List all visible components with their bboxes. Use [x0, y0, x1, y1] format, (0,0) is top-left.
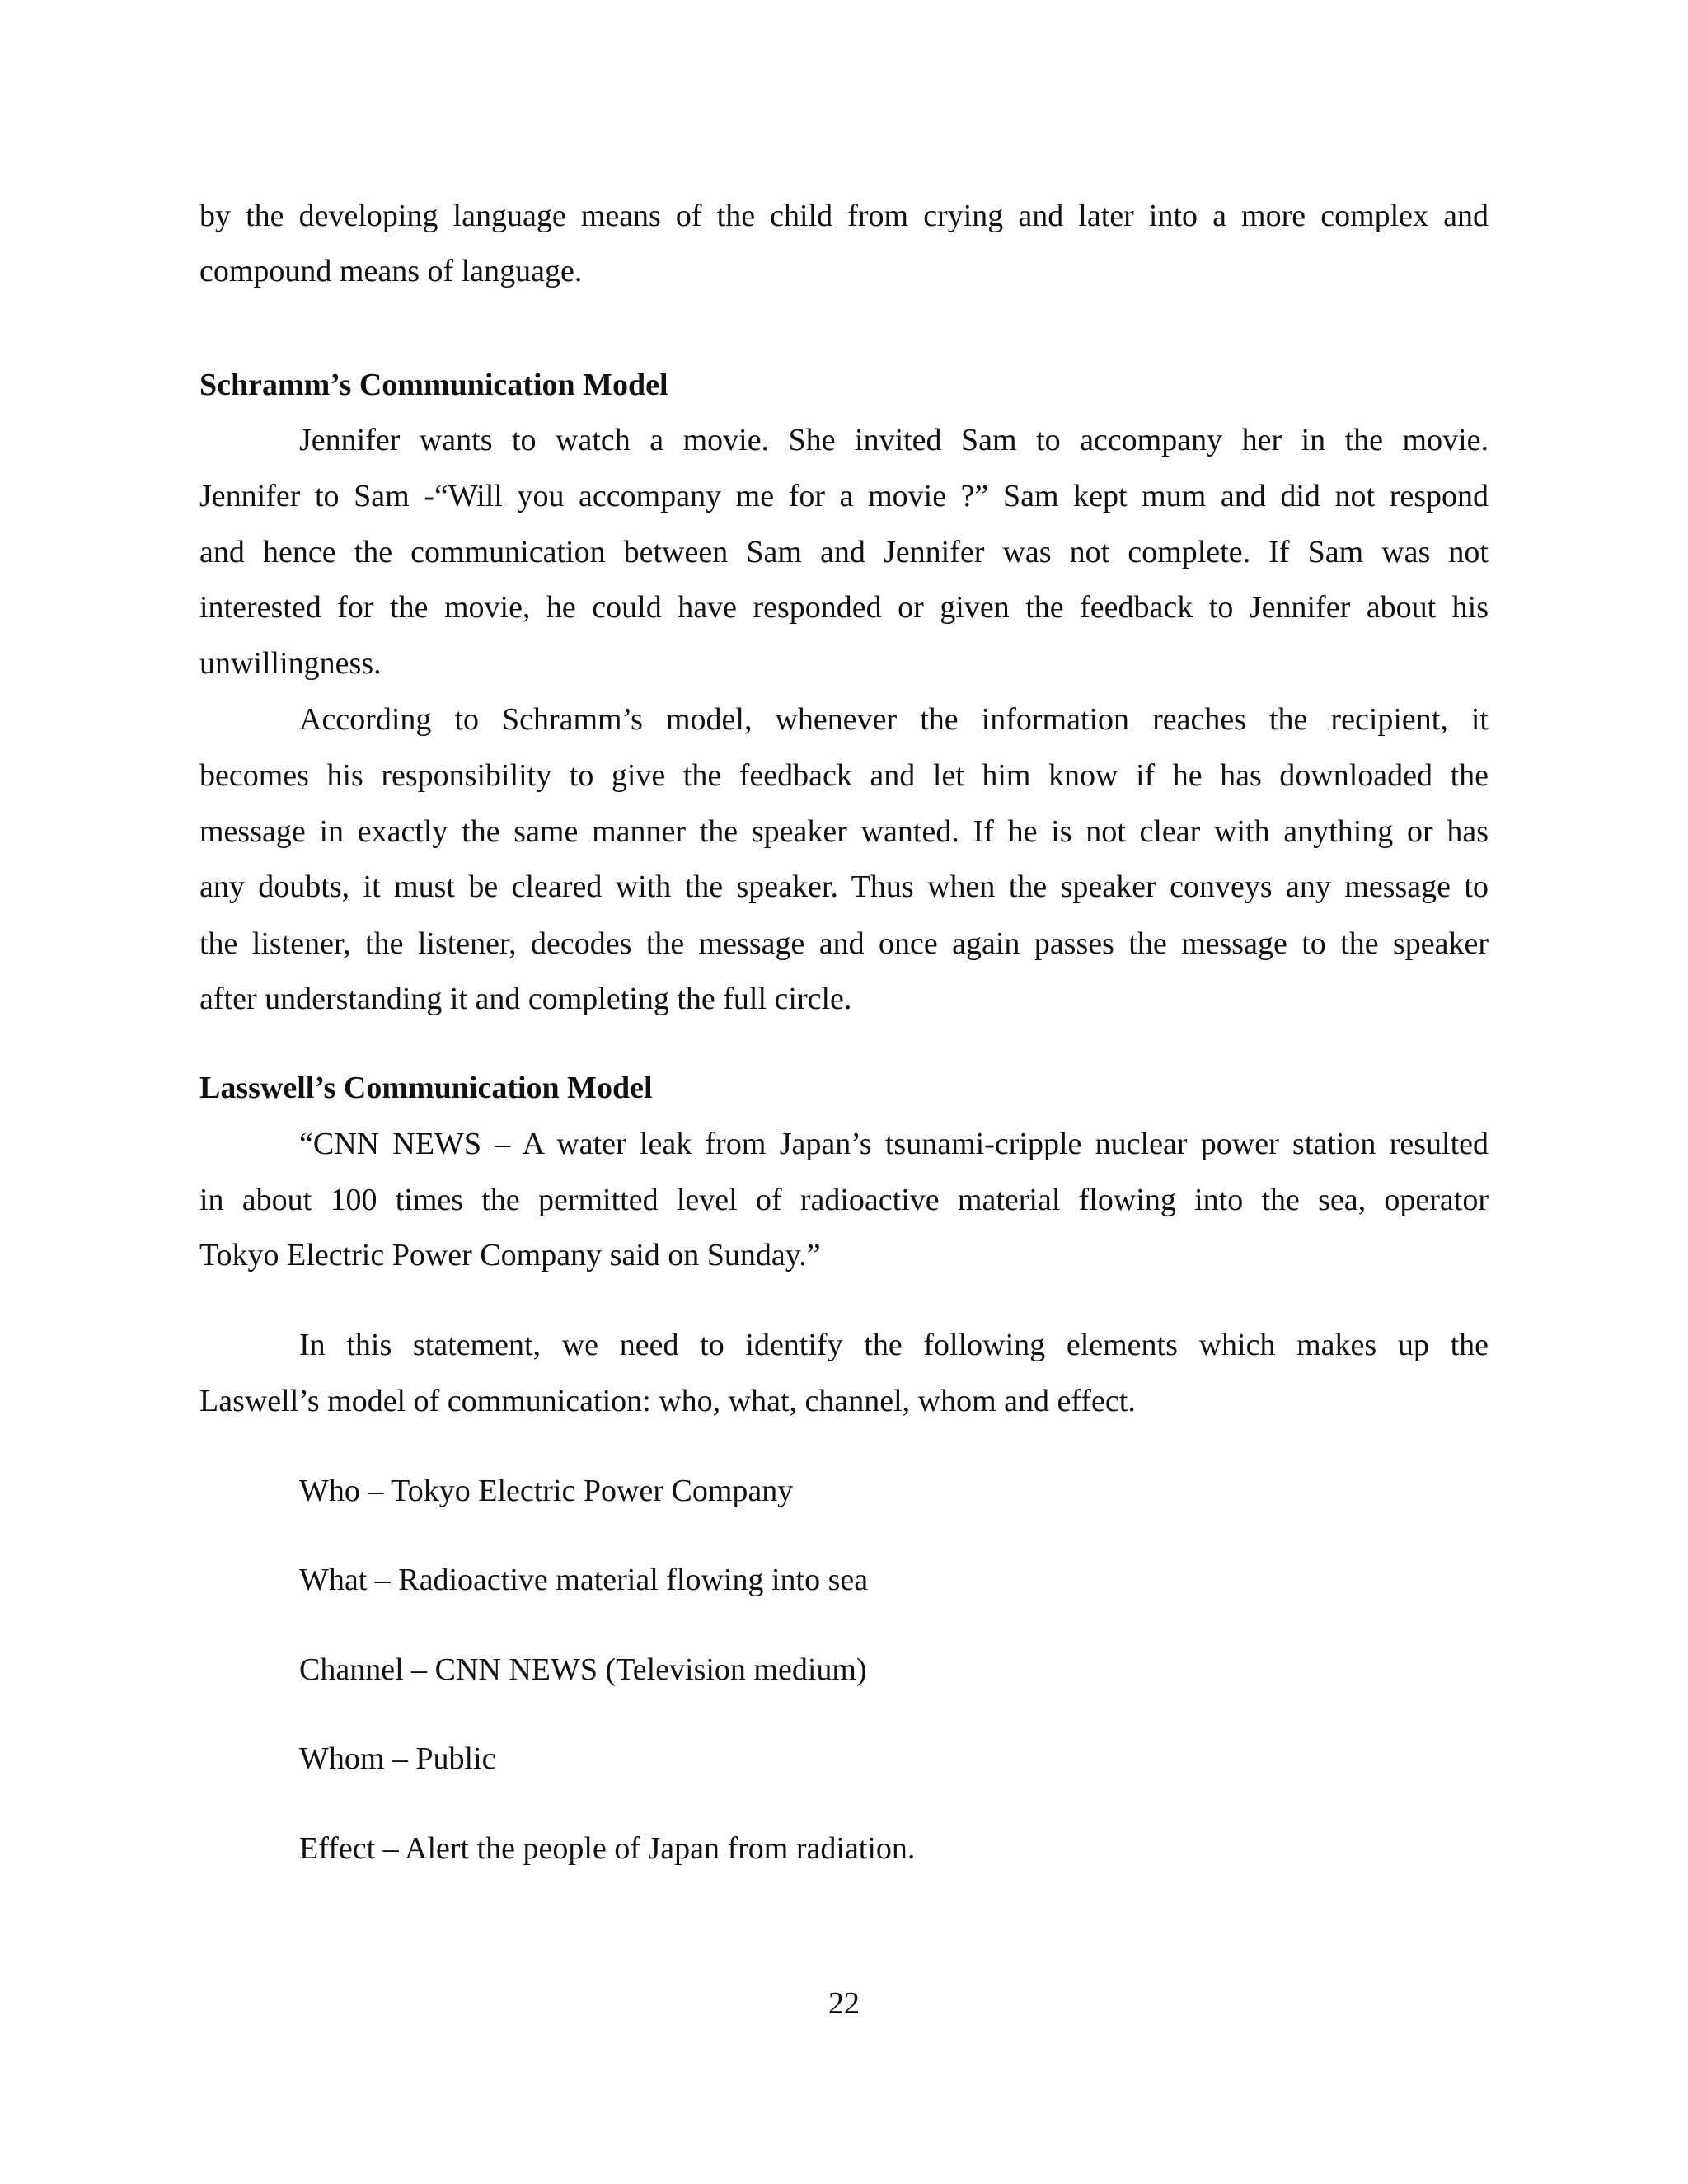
schramm-p1-line-4: interested for the movie, he could have responded or given the feedback to Jennifer about his: [199, 590, 1489, 625]
element-channel: Channel – CNN NEWS (Television medium): [299, 1652, 867, 1687]
schramm-p2-line-1: According to Schramm’s model, whenever the information reaches the recipient, it: [299, 702, 1489, 737]
lasswell-quote-line-2: in about 100 times the permitted level of radioactive material flowing into the sea, operator: [199, 1183, 1489, 1217]
schramm-p1-line-3: and hence the communication between Sam and Jennifer was not complete. If Sam was not: [199, 535, 1489, 569]
page-number: 22: [828, 1986, 860, 2021]
lasswell-quote-line-1: “CNN NEWS – A water leak from Japan’s tsunami-cripple nuclear power station resulted: [299, 1127, 1489, 1161]
intro-line-2: compound means of language.: [199, 254, 583, 288]
schramm-p2-line-6: after understanding it and completing the full circle.: [199, 982, 852, 1016]
element-what: What – Radioactive material flowing into sea: [299, 1563, 869, 1597]
element-effect: Effect – Alert the people of Japan from radiation.: [299, 1831, 916, 1866]
lasswell-para-line-2: Laswell’s model of communication: who, what, channel, whom and effect.: [199, 1384, 1136, 1418]
schramm-p1-line-2: Jennifer to Sam -“Will you accompany me for a movie ?” Sam kept mum and did not respond: [199, 479, 1489, 513]
schramm-heading: Schramm’s Communication Model: [199, 368, 668, 402]
lasswell-quote-line-3: Tokyo Electric Power Company said on Sunday.”: [199, 1238, 821, 1272]
schramm-p1-line-1: Jennifer wants to watch a movie. She invited Sam to accompany her in the movie.: [299, 423, 1489, 457]
schramm-p2-line-5: the listener, the listener, decodes the message and once again passes the message to the speaker: [199, 926, 1489, 961]
lasswell-heading: Lasswell’s Communication Model: [199, 1071, 653, 1105]
intro-line-1: by the developing language means of the child from crying and later into a more complex and: [199, 199, 1489, 233]
schramm-p1-line-5: unwillingness.: [199, 646, 382, 681]
schramm-p2-line-3: message in exactly the same manner the speaker wanted. If he is not clear with anything or has: [199, 814, 1489, 849]
schramm-p2-line-4: any doubts, it must be cleared with the speaker. Thus when the speaker conveys any message to: [199, 869, 1489, 904]
element-who: Who – Tokyo Electric Power Company: [299, 1474, 794, 1508]
schramm-p2-line-2: becomes his responsibility to give the feedback and let him know if he has downloaded the: [199, 758, 1489, 793]
lasswell-para-line-1: In this statement, we need to identify the following elements which makes up the: [299, 1328, 1489, 1362]
element-whom: Whom – Public: [299, 1741, 496, 1776]
